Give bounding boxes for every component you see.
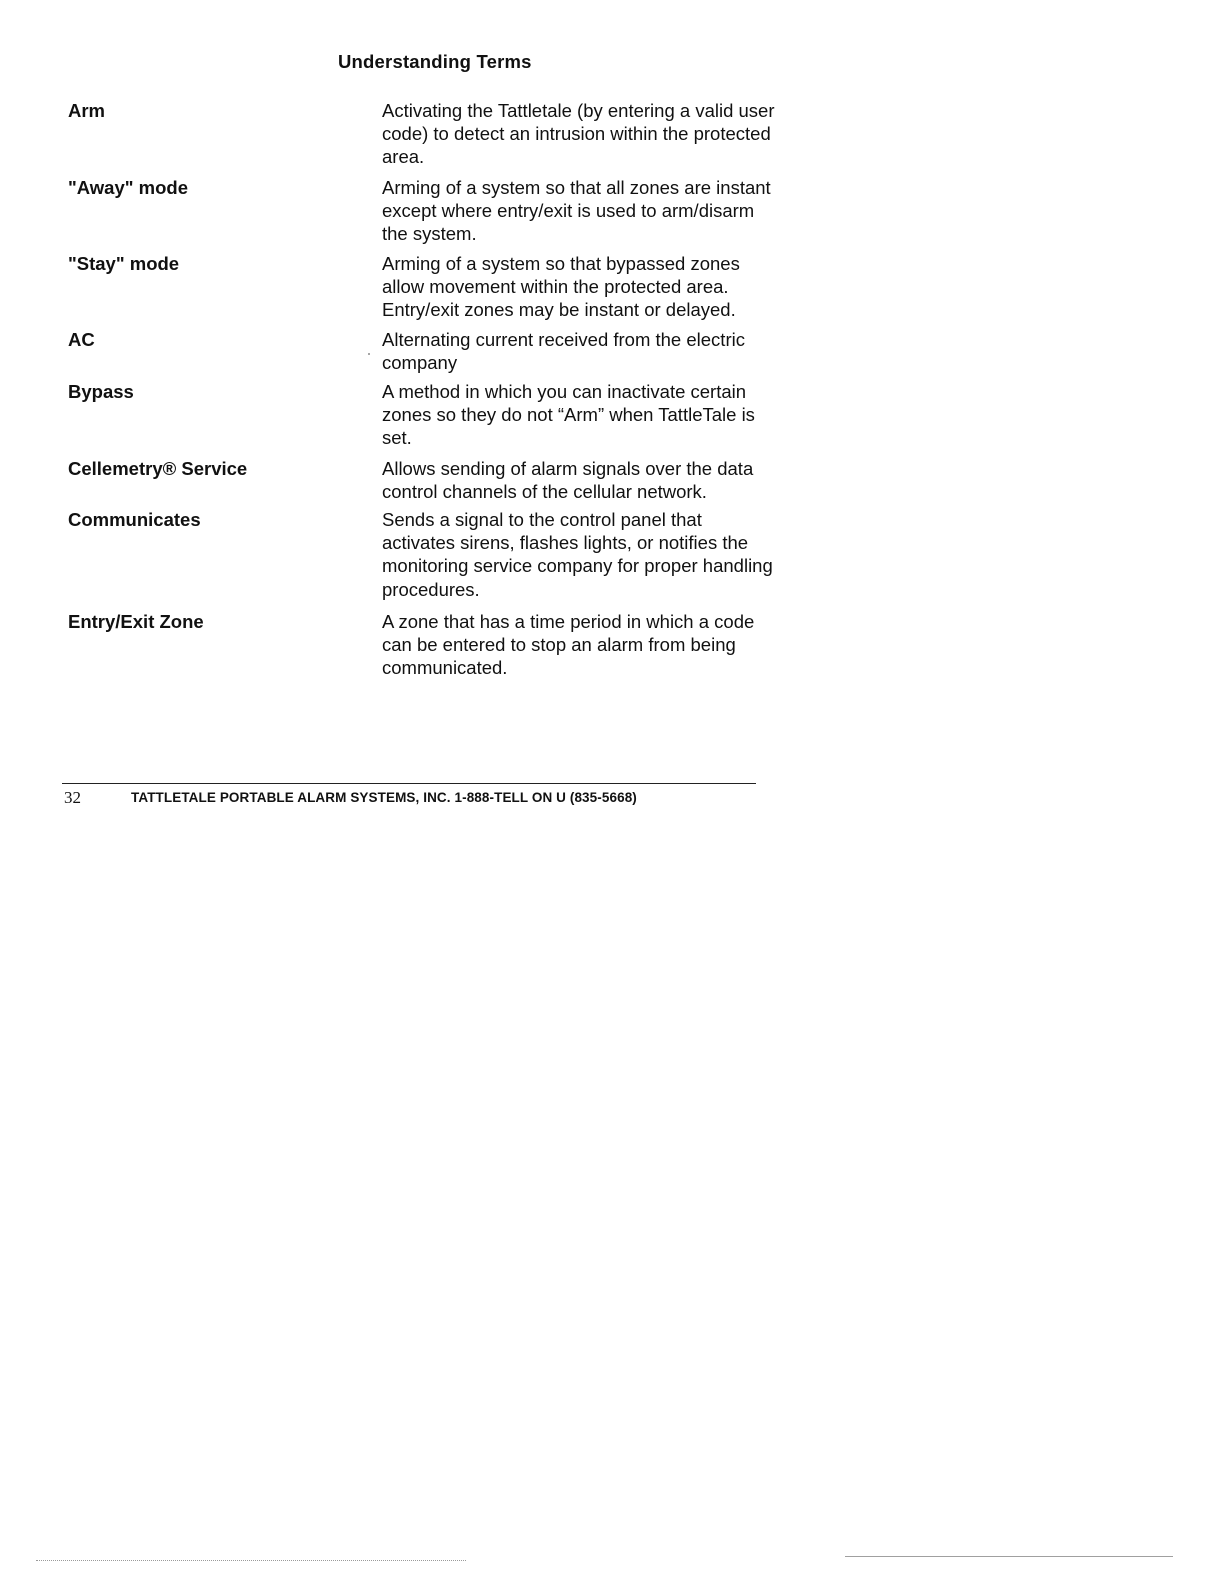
glossary-definition xyxy=(382,328,822,374)
definition-line: monitoring service company for proper handling xyxy=(382,555,773,577)
glossary-term: Cellemetry® Service xyxy=(68,458,248,479)
definition-line: can be entered to stop an alarm from being xyxy=(382,634,736,656)
definition-line: set. xyxy=(382,427,412,449)
definition-line: Sends a signal to the control panel that xyxy=(382,509,702,530)
glossary-definition xyxy=(382,380,822,450)
definition-line: Activating the Tattletale (by entering a valid user xyxy=(382,100,775,121)
scan-artifact-line xyxy=(36,1560,466,1561)
glossary-term: "Away" mode xyxy=(68,177,189,198)
definition-line: communicated. xyxy=(382,657,508,679)
scan-speck xyxy=(368,353,370,355)
glossary-definition xyxy=(382,99,822,169)
glossary-term: Communicates xyxy=(68,509,201,530)
definition-line: Entry/exit zones may be instant or delayed. xyxy=(382,299,736,321)
definition-line: zones so they do not “Arm” when TattleTale is xyxy=(382,404,755,426)
glossary-term: Arm xyxy=(68,100,106,121)
definition-line: company xyxy=(382,352,458,374)
glossary-definition xyxy=(382,176,822,246)
definition-line: code) to detect an intrusion within the protected xyxy=(382,123,771,145)
glossary-term: Bypass xyxy=(68,381,134,402)
definition-line: Allows sending of alarm signals over the data xyxy=(382,458,754,479)
scan-artifact-line xyxy=(845,1556,1173,1557)
glossary-definition xyxy=(382,508,822,601)
glossary-term: "Stay" mode xyxy=(68,253,180,274)
definition-line: allow movement within the protected area. xyxy=(382,276,729,298)
definition-line: procedures. xyxy=(382,578,480,600)
definition-line: Arming of a system so that all zones are instant xyxy=(382,177,771,198)
footer-rule xyxy=(62,783,756,784)
footer-page-number: 32 xyxy=(64,788,81,807)
definition-line: A method in which you can inactivate certain xyxy=(382,381,747,402)
definition-line: except where entry/exit is used to arm/disarm xyxy=(382,200,755,222)
definition-line: A zone that has a time period in which a code xyxy=(382,611,755,632)
definition-line: the system. xyxy=(382,223,477,245)
glossary-definition xyxy=(382,252,822,322)
footer-text: TATTLETALE PORTABLE ALARM SYSTEMS, INC. 1-888-TELL ON U (835-5668) xyxy=(131,790,637,805)
glossary-definition xyxy=(382,610,822,680)
definition-line: area. xyxy=(382,146,425,168)
page-title: Understanding Terms xyxy=(338,51,532,72)
definition-line: Alternating current received from the electric xyxy=(382,329,745,350)
glossary-term: AC xyxy=(68,329,95,350)
definition-line: Arming of a system so that bypassed zones xyxy=(382,253,740,274)
glossary-definition xyxy=(382,457,822,503)
definition-line: control channels of the cellular network. xyxy=(382,481,707,503)
definition-line: activates sirens, flashes lights, or notifies the xyxy=(382,532,749,554)
glossary-term: Entry/Exit Zone xyxy=(68,611,204,632)
